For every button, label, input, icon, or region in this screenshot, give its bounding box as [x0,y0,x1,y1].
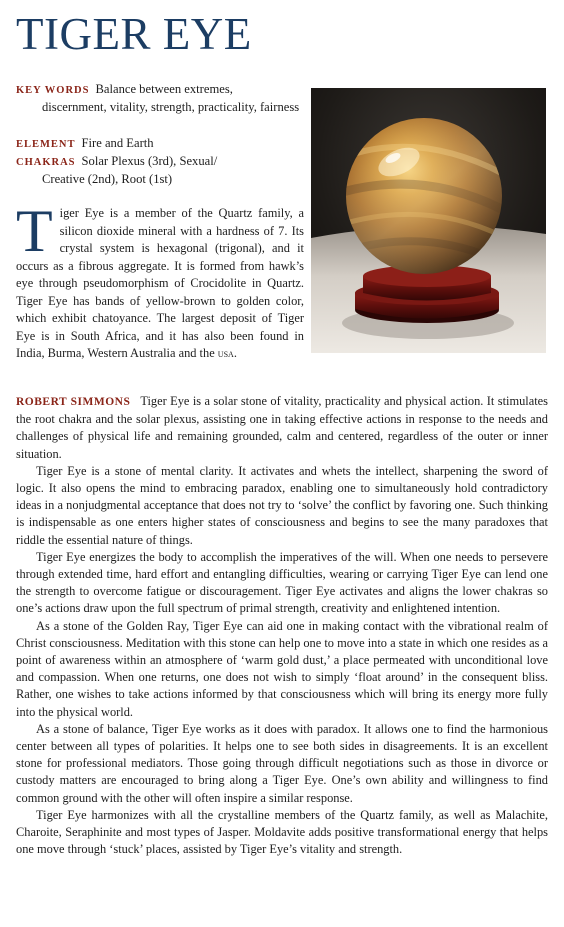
key-words-entry [16,81,304,116]
drop-cap: T [16,198,53,264]
body-paragraph: Tiger Eye energizes the body to accomplish the imperatives of the will. When one needs to persevere through extended time, hard effort and entangling difficulties, wearing or carrying Tiger Eye can lend one the strength to overcome fatigue or discouragement. Tiger Eye activates and aligns the lower chakras so one’s actions draw upon the full spectrum of primal strength, creativity and enlightened intention. [16,549,548,616]
page-title: TIGER EYE [16,9,252,59]
element-label: ELEMENT [16,139,76,150]
paragraph-text: Tiger Eye is a solar stone of vitality, practicality and physical action. It stimulates the root chakra and the solar plexus, assisting one in taking effective actions in response to the needs and challenges of physical life and remaining grounded, calm and centered, regardless of the outer or inner situation. [16,394,548,461]
main-text [16,393,548,858]
intro-paragraph [16,198,304,364]
intro-end: . [233,346,237,360]
chakras-value-rest: Creative (2nd), Root (1st) [42,172,173,186]
sphere-illustration [311,88,546,353]
body-paragraph: As a stone of balance, Tiger Eye works as it does with paradox. It allows one to find the harmonious center between all types of polarities. It helps one to see both sides in disagreements. It is an excellent stone for professional mediators. Those going through difficult negotiations such as those in divorce or custody matters are encouraged to bring along a Tiger Eye. One’s own ability and willingness to find common ground with the other will often inspire a similar response. [16,721,548,805]
author-name: ROBERT SIMMONS [16,396,131,408]
body-paragraph: As a stone of the Golden Ray, Tiger Eye can aid one in making contact with the vibrational realm of Christ consciousness. Meditation with this stone can help one to move into a state in which one resides as a point of awareness within an atmosphere of ‘warm gold dust,’ a place permeated with unconditional love and compassion. When one returns, one does not wish to simply ‘float around’ in the consequent bliss. Rather, one wishes to take actions informed by that consciousness which will bring its energy more fully into the physical world. [16,618,549,719]
chakras-entry [16,153,304,188]
body-paragraph: Tiger Eye harmonizes with all the crystalline members of the Quartz family, as well as Malachite, Charoite, Seraphinite and most types of Jasper. Moldavite adds positive transformational energy that helps one move through ‘stuck’ places, assisted by Tiger Eye’s vitality and strength. [16,807,548,857]
body-paragraph: Tiger Eye is a stone of mental clarity. It activates and whets the intellect, sharpening the sword of logic. It also opens the mind to embracing paradox, enabling one to simultaneously hold contradictory ideas in a nonjudgmental acceptance that does not try to ‘solve’ the conflict by favoring one. Such thinking is indispensable as one enters higher states of consciousness and begins to see the many paradoxes that riddle the essential nature of things. [16,463,548,547]
chakras-label: CHAKRAS [16,157,76,168]
key-words-label: KEY WORDS [16,85,90,96]
key-words-value-line1: Balance between extremes, [95,82,233,96]
element-value: Fire and Earth [81,136,154,150]
usa-abbrev: usa [217,348,234,360]
key-words-value-rest: discernment, vitality, strength, practicality, fairness [42,100,300,114]
intro-text: iger Eye is a member of the Quartz family, a silicon dioxide mineral with a hardness of 7. Its crystal system is hexagonal (trigonal), and it occurs as a fibrous aggregate. It is formed from hawk’s eye through pseudomorphism of Crocidolite in Quartz. Tiger Eye has bands of yellow-brown to golden color, which exhibit chatoyance. The largest deposit of Tiger Eye is in South Africa, and it has also been found in India, Burma, Western Australia and the [16,206,304,360]
body-paragraph [16,393,548,463]
chakras-value-line1: Solar Plexus (3rd), Sexual/ [81,154,218,168]
element-entry [16,135,304,153]
tiger-eye-sphere-photo [311,88,546,353]
